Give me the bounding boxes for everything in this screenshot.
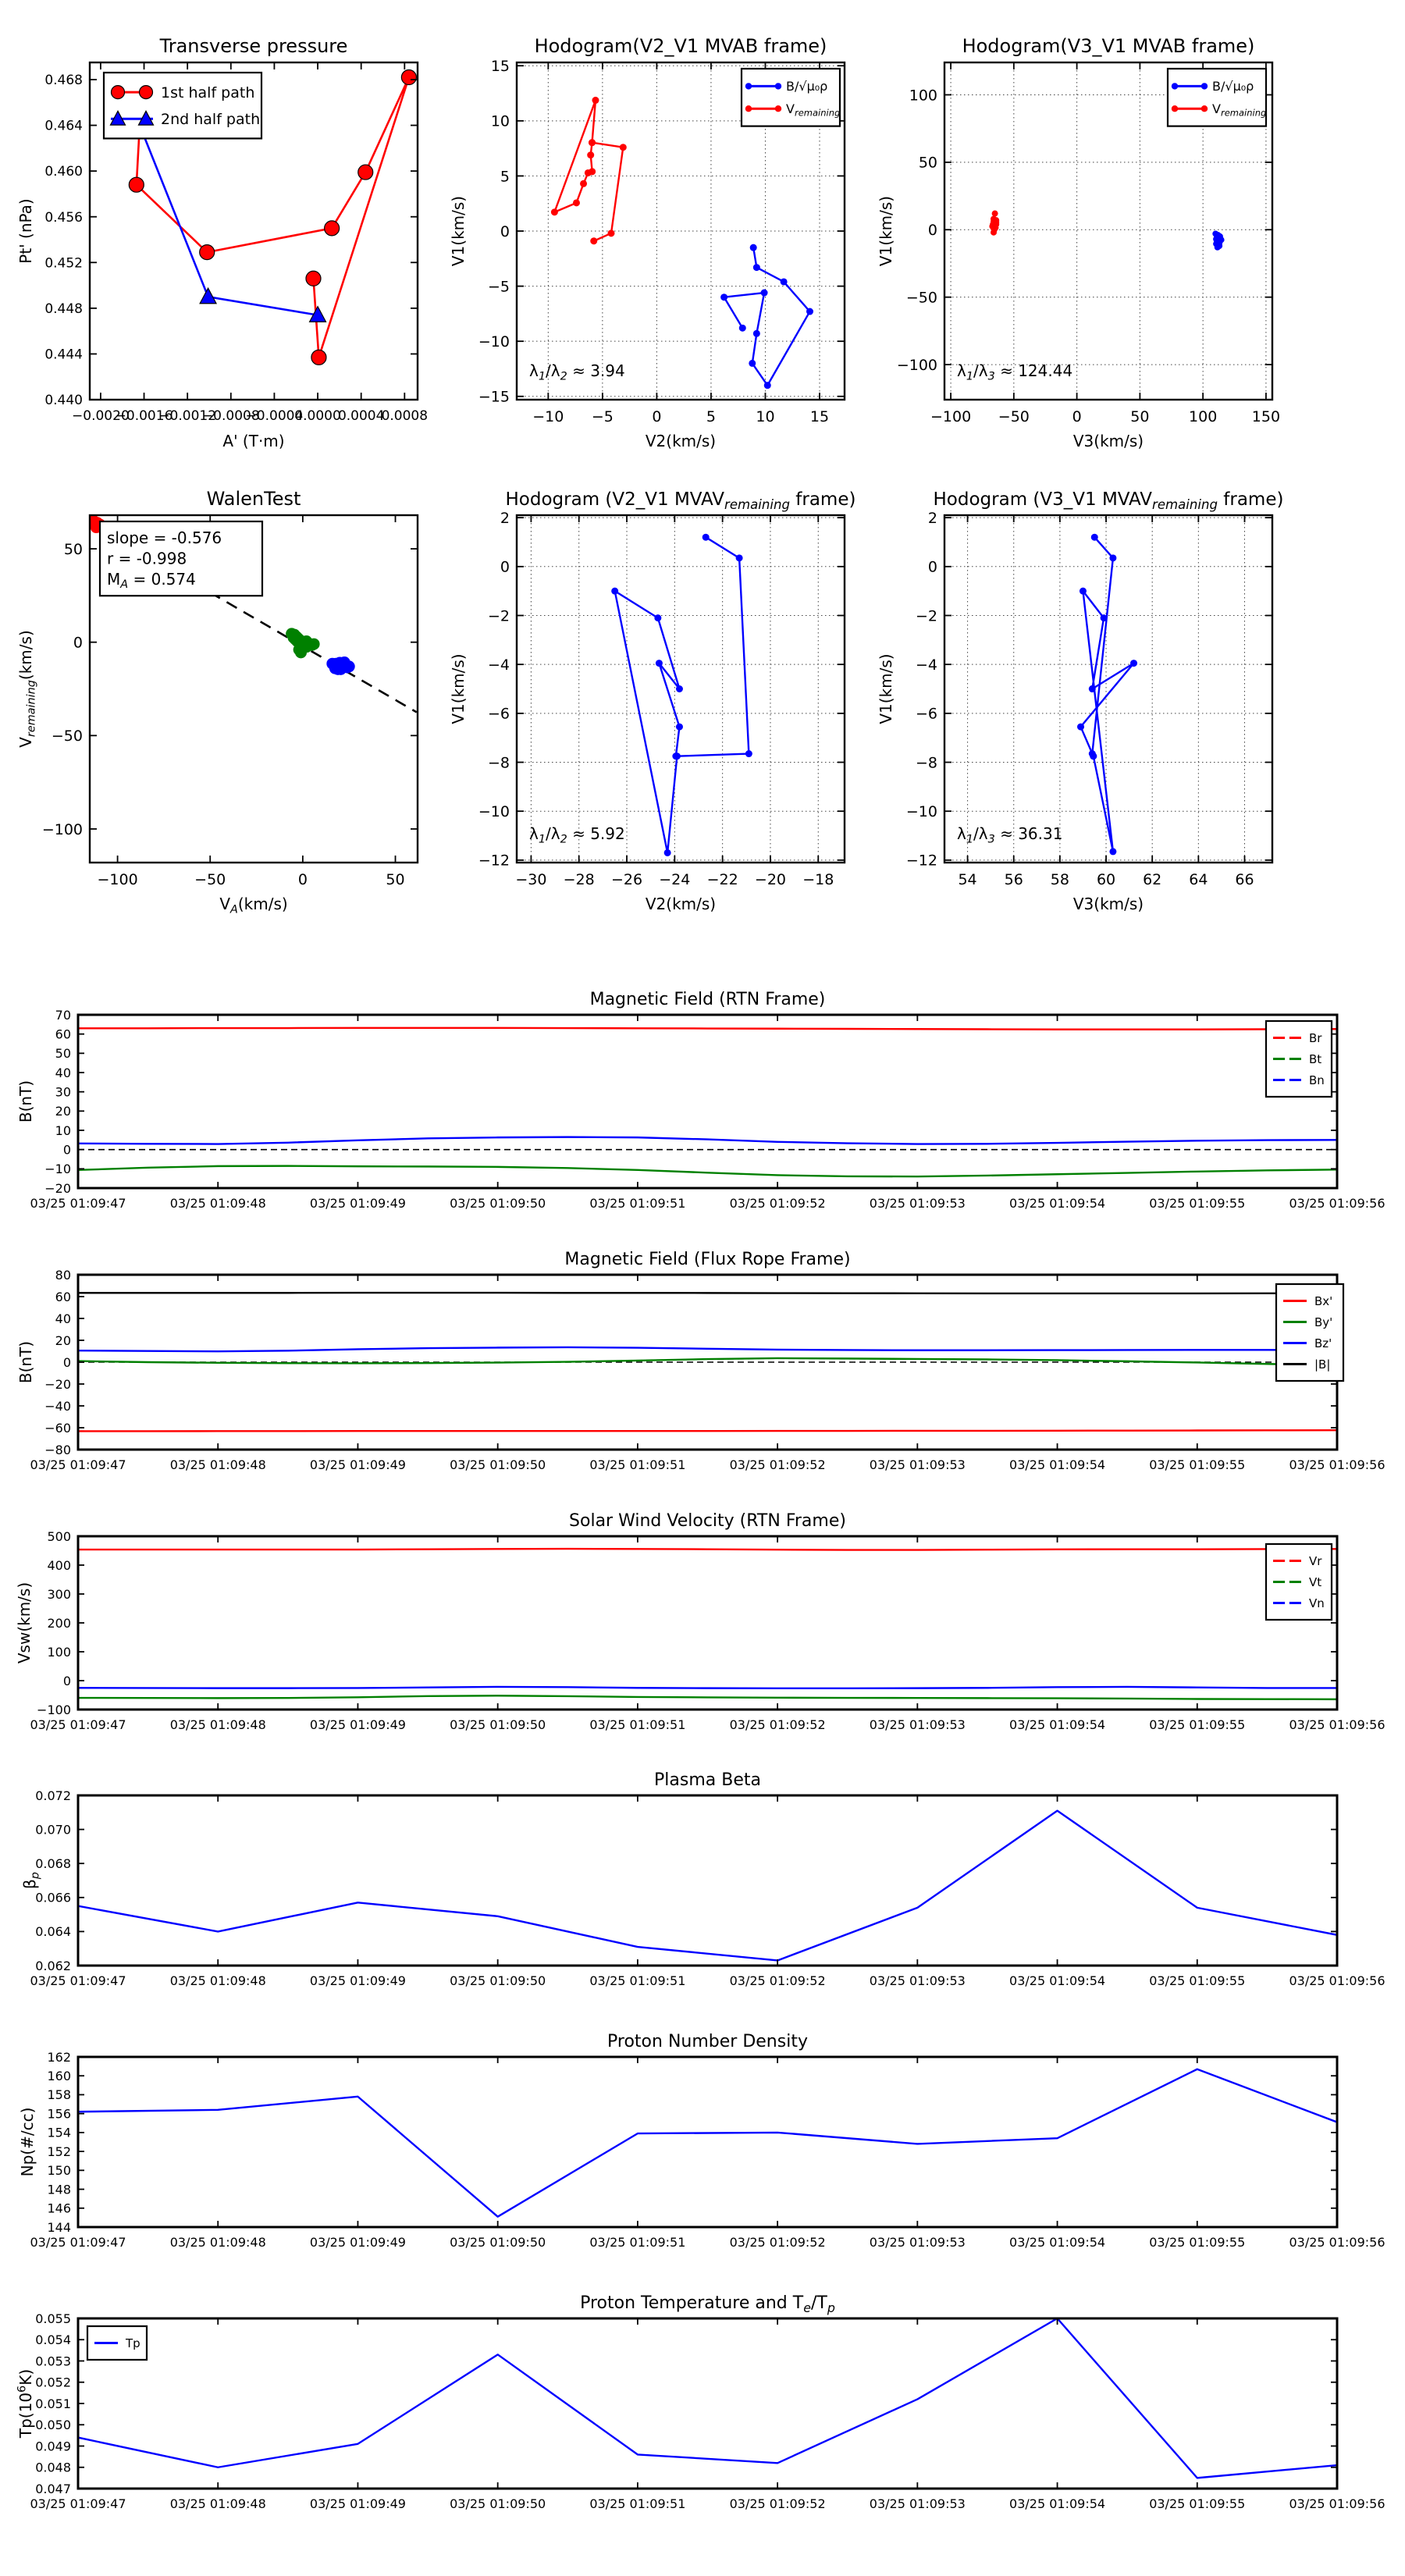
legend bbox=[1168, 69, 1266, 126]
x-tick-label: 03/25 01:09:50 bbox=[450, 1196, 546, 1211]
eigenvalue-annotation: $\lambda_1/\lambda_2 \approx 3.94$ bbox=[529, 361, 625, 383]
stats-textbox bbox=[100, 521, 262, 596]
stats-line: $M_A = 0.574$ bbox=[107, 569, 196, 592]
y-tick-label: 0.050 bbox=[35, 2418, 71, 2433]
x-tick-label: 64 bbox=[1189, 871, 1208, 888]
x-tick-label: 03/25 01:09:56 bbox=[1289, 1717, 1385, 1732]
x-tick-label: 03/25 01:09:56 bbox=[1289, 1973, 1385, 1988]
y-tick-label: 0.053 bbox=[35, 2354, 71, 2369]
y-tick-label: 160 bbox=[47, 2068, 71, 2083]
y-tick-label: 20 bbox=[55, 1104, 71, 1119]
legend-label: B/√μ₀ρ bbox=[1212, 79, 1254, 94]
y-tick-label: 0.452 bbox=[44, 255, 83, 272]
y-tick-label: 100 bbox=[47, 1644, 71, 1660]
x-tick-label: 03/25 01:09:55 bbox=[1149, 2496, 1246, 2511]
x-tick-label: 15 bbox=[809, 408, 830, 425]
y-tick-label: 0.460 bbox=[44, 164, 83, 180]
y-tick-label: 0.070 bbox=[35, 1822, 71, 1838]
x-tick-label: −0.0012 bbox=[158, 408, 217, 424]
x-tick-label: 03/25 01:09:52 bbox=[729, 2235, 826, 2250]
y-axis-label: V1(km/s) bbox=[877, 653, 895, 724]
x-tick-label: 03/25 01:09:50 bbox=[450, 1717, 546, 1732]
x-tick-label: 0 bbox=[297, 871, 308, 888]
y-axis-label: Pt' (nPa) bbox=[16, 198, 35, 264]
y-tick-label: 0.049 bbox=[35, 2439, 71, 2454]
legend-label: Bt bbox=[1309, 1051, 1322, 1066]
x-tick-label: 03/25 01:09:47 bbox=[30, 2235, 126, 2250]
x-tick-label: 60 bbox=[1096, 871, 1116, 888]
legend-label: 2nd half path bbox=[161, 111, 261, 129]
y-tick-label: −50 bbox=[905, 289, 937, 307]
y-tick-label: −10 bbox=[478, 803, 510, 821]
x-tick-label: 03/25 01:09:53 bbox=[869, 1717, 966, 1732]
x-tick-label: 58 bbox=[1050, 871, 1069, 888]
x-tick-label: 03/25 01:09:50 bbox=[450, 2496, 546, 2511]
y-tick-label: −15 bbox=[478, 388, 510, 406]
y-tick-label: −10 bbox=[905, 803, 937, 821]
y-tick-label: 146 bbox=[47, 2201, 71, 2216]
y-tick-label: 5 bbox=[500, 168, 510, 186]
y-tick-label: 10 bbox=[55, 1123, 71, 1138]
x-tick-label: 0 bbox=[652, 408, 662, 425]
y-axis-label: V1(km/s) bbox=[449, 653, 468, 724]
y-tick-label: 0.047 bbox=[35, 2481, 71, 2496]
x-tick-label: 100 bbox=[1189, 408, 1218, 425]
legend-label: $V_{remaining}$ bbox=[1212, 101, 1267, 119]
y-tick-label: 0.456 bbox=[44, 209, 83, 226]
x-tick-label: 03/25 01:09:48 bbox=[169, 1457, 266, 1472]
x-tick-label: −50 bbox=[998, 408, 1030, 425]
y-tick-label: 0 bbox=[73, 634, 83, 652]
x-tick-label: 50 bbox=[386, 871, 405, 888]
legend-label: Br bbox=[1309, 1030, 1322, 1045]
x-tick-label: 03/25 01:09:53 bbox=[869, 1196, 966, 1211]
x-tick-label: 66 bbox=[1235, 871, 1254, 888]
x-tick-label: 03/25 01:09:55 bbox=[1149, 1196, 1246, 1211]
stats-line: slope = -0.576 bbox=[107, 528, 222, 547]
y-tick-label: −8 bbox=[487, 754, 510, 772]
x-tick-label: 03/25 01:09:52 bbox=[729, 2496, 826, 2511]
x-tick-label: 03/25 01:09:54 bbox=[1009, 1973, 1106, 1988]
x-tick-label: 03/25 01:09:56 bbox=[1289, 1457, 1385, 1472]
y-tick-label: 40 bbox=[55, 1065, 71, 1080]
x-tick-label: 03/25 01:09:49 bbox=[309, 1973, 406, 1988]
x-tick-label: 0.0004 bbox=[337, 408, 385, 424]
x-axis-label: A' (T·m) bbox=[222, 432, 285, 450]
x-tick-label: 03/25 01:09:52 bbox=[729, 1457, 826, 1472]
chart-title: Transverse pressure bbox=[159, 35, 348, 57]
y-tick-label: 0.048 bbox=[35, 2460, 71, 2475]
x-tick-label: −18 bbox=[802, 871, 834, 888]
y-tick-label: −6 bbox=[915, 705, 937, 723]
legend bbox=[742, 69, 840, 126]
x-tick-label: 03/25 01:09:51 bbox=[589, 2496, 686, 2511]
x-tick-label: 03/25 01:09:49 bbox=[309, 1717, 406, 1732]
chart-title: Solar Wind Velocity (RTN Frame) bbox=[569, 1511, 846, 1531]
y-tick-label: 0 bbox=[62, 1354, 71, 1370]
x-axis-label: V3(km/s) bbox=[1072, 432, 1144, 450]
x-tick-label: −26 bbox=[610, 871, 643, 888]
x-tick-label: 03/25 01:09:48 bbox=[169, 1973, 266, 1988]
y-tick-label: 0 bbox=[927, 222, 937, 240]
x-tick-label: 03/25 01:09:48 bbox=[169, 1196, 266, 1211]
chart-title: Proton Number Density bbox=[607, 2032, 808, 2051]
y-tick-label: −20 bbox=[44, 1376, 71, 1392]
eigenvalue-annotation: $\lambda_1/\lambda_3 \approx 36.31$ bbox=[957, 824, 1063, 846]
y-tick-label: 20 bbox=[55, 1332, 71, 1348]
x-tick-label: 03/25 01:09:47 bbox=[30, 1457, 126, 1472]
y-tick-label: −100 bbox=[896, 356, 937, 374]
y-tick-label: −2 bbox=[915, 607, 937, 625]
x-tick-label: 03/25 01:09:47 bbox=[30, 2496, 126, 2511]
legend bbox=[1266, 1544, 1332, 1620]
y-tick-label: −6 bbox=[487, 705, 510, 723]
legend-label: Vn bbox=[1309, 1596, 1325, 1610]
x-tick-label: 03/25 01:09:50 bbox=[450, 1457, 546, 1472]
legend bbox=[1276, 1284, 1343, 1381]
legend-label: Bn bbox=[1309, 1073, 1325, 1087]
y-tick-label: 158 bbox=[47, 2087, 71, 2103]
y-tick-label: 80 bbox=[55, 1267, 71, 1283]
chart-title: Hodogram (V2_V1 $MVAV_{remaining}$ frame) bbox=[505, 489, 856, 513]
y-tick-label: 0.468 bbox=[44, 73, 83, 89]
chart-title: Hodogram(V3_V1 MVAB frame) bbox=[962, 35, 1255, 57]
x-tick-label: 10 bbox=[756, 408, 775, 425]
x-tick-label: 03/25 01:09:48 bbox=[169, 2496, 266, 2511]
y-tick-label: −10 bbox=[44, 1162, 71, 1177]
chart-title: Plasma Beta bbox=[654, 1770, 761, 1790]
y-tick-label: 0 bbox=[62, 1673, 71, 1688]
legend-label: Tp bbox=[126, 2336, 140, 2350]
x-tick-label: 03/25 01:09:51 bbox=[589, 1196, 686, 1211]
y-tick-label: 0.052 bbox=[35, 2375, 71, 2390]
chart-title: Magnetic Field (Flux Rope Frame) bbox=[564, 1250, 851, 1269]
x-tick-label: −24 bbox=[659, 871, 691, 888]
y-tick-label: 300 bbox=[47, 1586, 71, 1602]
y-tick-label: 10 bbox=[490, 112, 510, 130]
x-tick-label: 03/25 01:09:52 bbox=[729, 1973, 826, 1988]
y-tick-label: 0 bbox=[927, 558, 937, 576]
x-tick-label: 03/25 01:09:49 bbox=[309, 1196, 406, 1211]
x-tick-label: 03/25 01:09:50 bbox=[450, 2235, 546, 2250]
legend-label: Bx' bbox=[1314, 1293, 1333, 1308]
y-axis-label: V1(km/s) bbox=[877, 195, 895, 267]
x-tick-label: 03/25 01:09:55 bbox=[1149, 1973, 1246, 1988]
x-tick-label: 03/25 01:09:55 bbox=[1149, 1457, 1246, 1472]
x-tick-label: −10 bbox=[532, 408, 564, 425]
x-tick-label: 03/25 01:09:47 bbox=[30, 1196, 126, 1211]
y-tick-label: −20 bbox=[44, 1180, 71, 1196]
y-axis-label: $V_{remaining}(km/s)$ bbox=[16, 630, 38, 748]
y-tick-label: 400 bbox=[47, 1557, 71, 1573]
y-tick-label: −100 bbox=[37, 1702, 71, 1717]
x-tick-label: 03/25 01:09:55 bbox=[1149, 2235, 1246, 2250]
legend bbox=[87, 2326, 147, 2360]
eigenvalue-annotation: $\lambda_1/\lambda_2 \approx 5.92$ bbox=[529, 824, 625, 846]
x-tick-label: 03/25 01:09:56 bbox=[1289, 2235, 1385, 2250]
y-tick-label: 0.464 bbox=[44, 118, 83, 134]
x-tick-label: 03/25 01:09:53 bbox=[869, 1457, 966, 1472]
series-Bx-prime bbox=[78, 1430, 1337, 1431]
y-tick-label: −5 bbox=[487, 278, 510, 296]
y-tick-label: −8 bbox=[915, 754, 937, 772]
y-tick-label: 50 bbox=[63, 540, 83, 558]
x-tick-label: 03/25 01:09:53 bbox=[869, 1973, 966, 1988]
x-tick-label: 03/25 01:09:47 bbox=[30, 1973, 126, 1988]
x-tick-label: −0.0004 bbox=[245, 408, 304, 424]
y-axis-label: $\beta_p$ bbox=[20, 1872, 42, 1889]
x-tick-label: 0.0000 bbox=[294, 408, 341, 424]
y-tick-label: 0.055 bbox=[35, 2311, 71, 2326]
y-tick-label: 0 bbox=[500, 222, 510, 240]
x-tick-label: 03/25 01:09:55 bbox=[1149, 1717, 1246, 1732]
x-tick-label: −100 bbox=[97, 871, 138, 888]
x-tick-label: 03/25 01:09:56 bbox=[1289, 2496, 1385, 2511]
x-tick-label: 03/25 01:09:49 bbox=[309, 1457, 406, 1472]
y-tick-label: 144 bbox=[47, 2219, 71, 2235]
x-tick-label: 03/25 01:09:49 bbox=[309, 2496, 406, 2511]
x-tick-label: 03/25 01:09:48 bbox=[169, 1717, 266, 1732]
x-tick-label: 03/25 01:09:52 bbox=[729, 1196, 826, 1211]
legend-label: $V_{remaining}$ bbox=[786, 101, 841, 119]
y-tick-label: 0.062 bbox=[35, 1958, 71, 1973]
x-tick-label: −20 bbox=[754, 871, 787, 888]
y-tick-label: −80 bbox=[44, 1442, 71, 1457]
y-tick-label: 0.066 bbox=[35, 1890, 71, 1905]
y-tick-label: 60 bbox=[55, 1289, 71, 1304]
y-tick-label: 150 bbox=[47, 2163, 71, 2179]
legend-label: By' bbox=[1314, 1315, 1333, 1329]
y-tick-label: −4 bbox=[915, 656, 937, 674]
y-tick-label: −12 bbox=[478, 852, 510, 870]
y-tick-label: 156 bbox=[47, 2106, 71, 2122]
x-tick-label: 03/25 01:09:53 bbox=[869, 2496, 966, 2511]
y-tick-label: 154 bbox=[47, 2125, 71, 2140]
y-tick-label: 0 bbox=[62, 1142, 71, 1158]
legend-label: Vr bbox=[1309, 1553, 1322, 1568]
legend-label: |B| bbox=[1314, 1357, 1331, 1372]
x-tick-label: −28 bbox=[563, 871, 595, 888]
y-axis-label: V1(km/s) bbox=[449, 195, 468, 267]
y-tick-label: 2 bbox=[927, 509, 937, 527]
y-tick-label: 0.444 bbox=[44, 347, 83, 363]
y-tick-label: 50 bbox=[918, 154, 937, 172]
chart-title: Hodogram (V3_V1 $MVAV_{remaining}$ frame) bbox=[933, 489, 1284, 513]
x-tick-label: 62 bbox=[1143, 871, 1162, 888]
y-tick-label: −12 bbox=[905, 852, 937, 870]
y-tick-label: −40 bbox=[44, 1398, 71, 1414]
x-tick-label: 03/25 01:09:50 bbox=[450, 1973, 546, 1988]
y-tick-label: −2 bbox=[487, 607, 510, 625]
y-tick-label: 0.064 bbox=[35, 1924, 71, 1940]
y-tick-label: 40 bbox=[55, 1311, 71, 1326]
x-tick-label: 54 bbox=[958, 871, 977, 888]
series-Vr bbox=[78, 1549, 1337, 1550]
y-tick-label: 30 bbox=[55, 1084, 71, 1100]
y-tick-label: 0.448 bbox=[44, 301, 83, 317]
y-tick-label: 2 bbox=[500, 509, 510, 527]
y-axis-label: Np(#/cc) bbox=[18, 2107, 37, 2177]
y-tick-label: −60 bbox=[44, 1420, 71, 1436]
y-axis-label: B(nT) bbox=[16, 1340, 35, 1384]
y-tick-label: 0.054 bbox=[35, 2332, 71, 2348]
y-tick-label: 200 bbox=[47, 1615, 71, 1631]
x-tick-label: 03/25 01:09:48 bbox=[169, 2235, 266, 2250]
x-tick-label: 03/25 01:09:49 bbox=[309, 2235, 406, 2250]
x-tick-label: 0.0008 bbox=[381, 408, 429, 424]
x-tick-label: −5 bbox=[591, 408, 614, 425]
y-axis-label: $Tp(10^6K)$ bbox=[16, 2368, 35, 2439]
y-tick-label: 0.072 bbox=[35, 1788, 71, 1803]
x-tick-label: 03/25 01:09:54 bbox=[1009, 1196, 1106, 1211]
x-tick-label: −0.0020 bbox=[72, 408, 130, 424]
stats-line: r = -0.998 bbox=[107, 549, 187, 568]
x-tick-label: 03/25 01:09:47 bbox=[30, 1717, 126, 1732]
x-tick-label: 0 bbox=[1072, 408, 1082, 425]
y-tick-label: −10 bbox=[478, 333, 510, 351]
x-tick-label: 03/25 01:09:51 bbox=[589, 2235, 686, 2250]
x-tick-label: −100 bbox=[930, 408, 972, 425]
x-tick-label: 03/25 01:09:54 bbox=[1009, 2235, 1106, 2250]
x-axis-label: V2(km/s) bbox=[645, 432, 717, 450]
y-tick-label: 0 bbox=[500, 558, 510, 576]
y-tick-label: 500 bbox=[47, 1528, 71, 1544]
x-tick-label: 03/25 01:09:54 bbox=[1009, 1457, 1106, 1472]
x-tick-label: 5 bbox=[706, 408, 716, 425]
x-axis-label: $V_A(km/s)$ bbox=[219, 895, 288, 916]
eigenvalue-annotation: $\lambda_1/\lambda_3 \approx 124.44$ bbox=[957, 361, 1073, 383]
x-tick-label: 03/25 01:09:52 bbox=[729, 1717, 826, 1732]
y-tick-label: 70 bbox=[55, 1007, 71, 1023]
chart-title: Hodogram(V2_V1 MVAB frame) bbox=[534, 35, 827, 57]
chart-title: Proton Temperature and $T_e/T_p$ bbox=[580, 2293, 835, 2315]
y-tick-label: 60 bbox=[55, 1026, 71, 1042]
x-tick-label: 03/25 01:09:54 bbox=[1009, 1717, 1106, 1732]
x-tick-label: 56 bbox=[1004, 871, 1023, 888]
chart-title: Magnetic Field (RTN Frame) bbox=[589, 990, 826, 1009]
x-tick-label: 150 bbox=[1251, 408, 1281, 425]
legend-label: B/√μ₀ρ bbox=[786, 79, 828, 94]
x-tick-label: −0.0016 bbox=[115, 408, 173, 424]
y-tick-label: −50 bbox=[51, 728, 83, 745]
y-tick-label: 100 bbox=[909, 87, 937, 105]
x-tick-label: 03/25 01:09:54 bbox=[1009, 2496, 1106, 2511]
y-tick-label: 0.068 bbox=[35, 1856, 71, 1871]
y-tick-label: −4 bbox=[487, 656, 510, 674]
x-axis-label: V3(km/s) bbox=[1072, 895, 1144, 913]
x-tick-label: −0.0008 bbox=[201, 408, 260, 424]
x-tick-label: 03/25 01:09:51 bbox=[589, 1717, 686, 1732]
y-axis-label: Vsw(km/s) bbox=[15, 1582, 34, 1664]
x-tick-label: 03/25 01:09:51 bbox=[589, 1457, 686, 1472]
legend bbox=[104, 73, 261, 138]
chart-title: WalenTest bbox=[206, 488, 301, 510]
x-tick-label: −22 bbox=[706, 871, 738, 888]
x-tick-label: −30 bbox=[515, 871, 547, 888]
legend-label: 1st half path bbox=[161, 84, 255, 101]
x-tick-label: 03/25 01:09:51 bbox=[589, 1973, 686, 1988]
x-tick-label: −50 bbox=[194, 871, 226, 888]
x-axis-label: V2(km/s) bbox=[645, 895, 717, 913]
legend-label: Bz' bbox=[1314, 1336, 1332, 1350]
legend-label: Vt bbox=[1309, 1574, 1322, 1589]
y-tick-label: −100 bbox=[41, 820, 83, 838]
x-tick-label: 50 bbox=[1130, 408, 1150, 425]
y-tick-label: 152 bbox=[47, 2144, 71, 2159]
x-tick-label: 03/25 01:09:53 bbox=[869, 2235, 966, 2250]
legend bbox=[1266, 1021, 1332, 1097]
y-tick-label: 0.051 bbox=[35, 2396, 71, 2411]
y-tick-label: 148 bbox=[47, 2182, 71, 2197]
y-tick-label: 162 bbox=[47, 2049, 71, 2065]
y-axis-label: B(nT) bbox=[16, 1080, 35, 1123]
y-tick-label: 50 bbox=[55, 1046, 71, 1062]
y-tick-label: 15 bbox=[490, 58, 510, 76]
x-tick-label: 03/25 01:09:56 bbox=[1289, 1196, 1385, 1211]
y-tick-label: 0.440 bbox=[44, 393, 83, 409]
